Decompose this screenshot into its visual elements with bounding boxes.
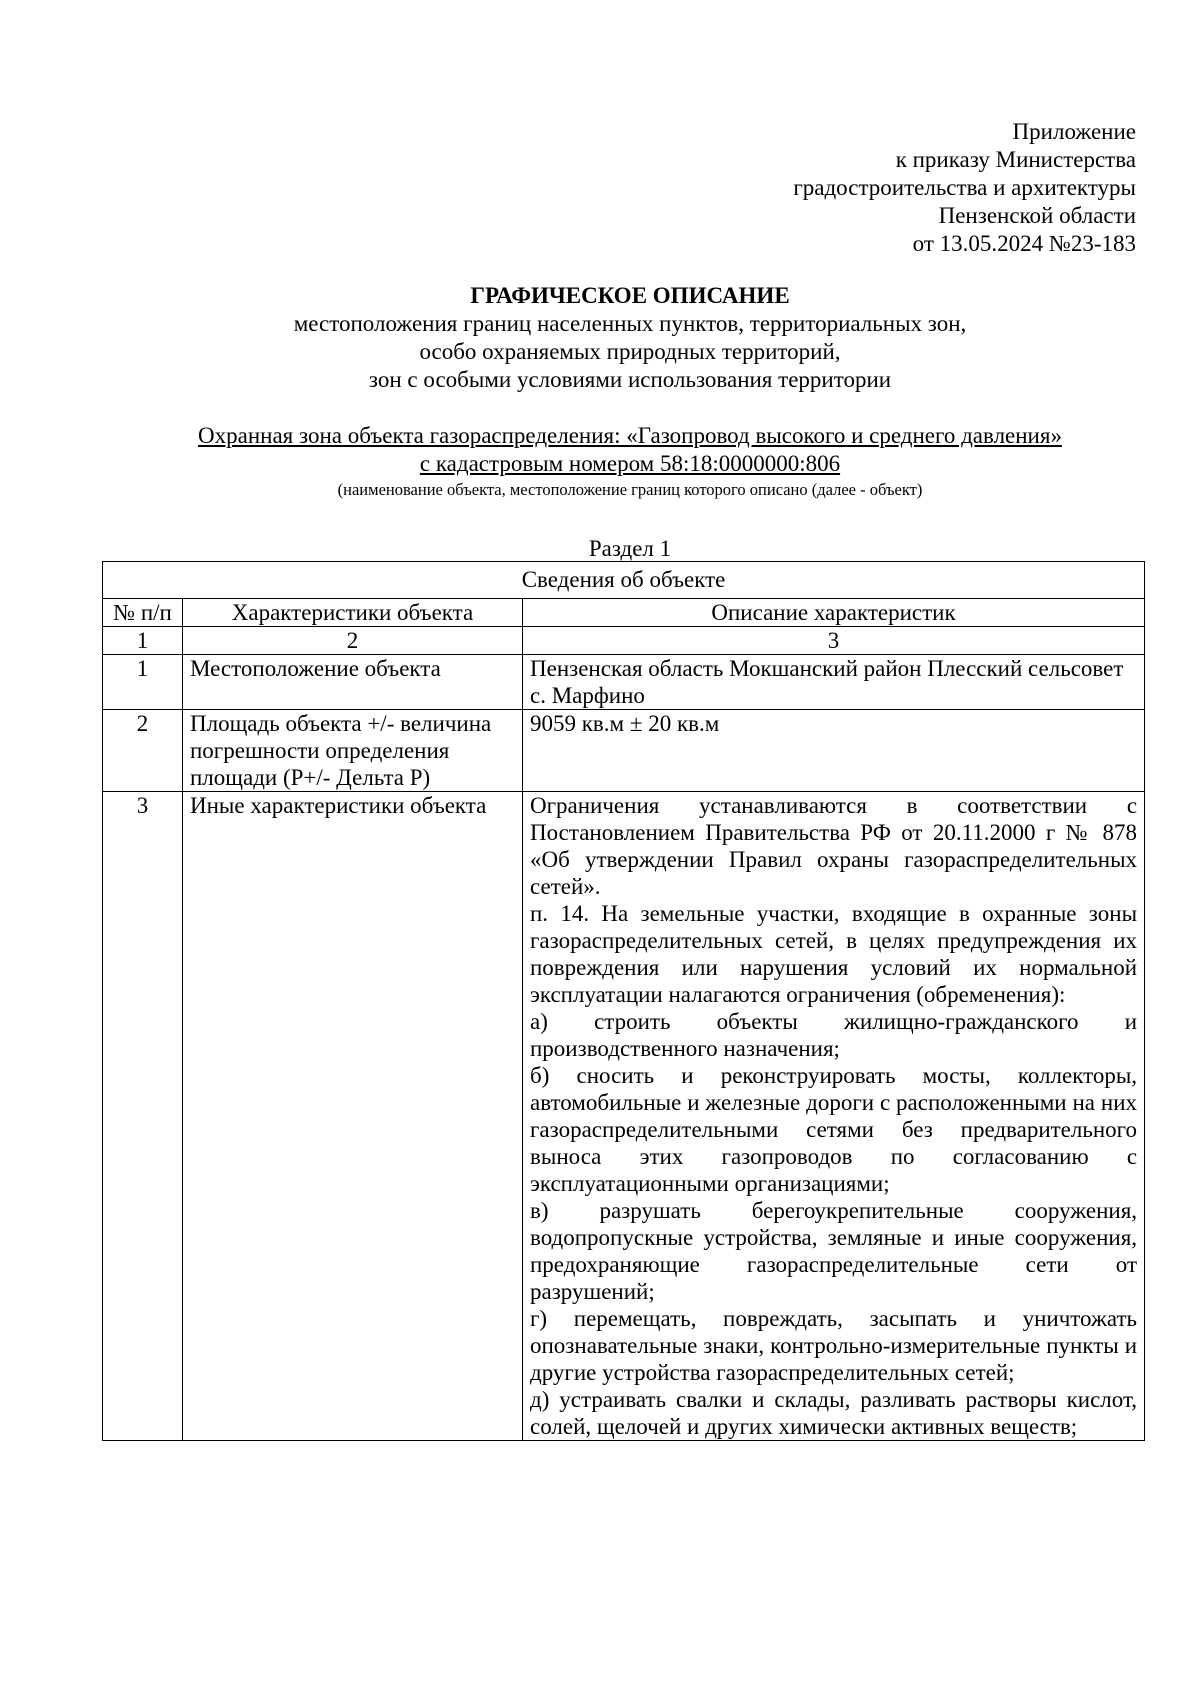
row-characteristic: Иные характеристики объекта	[183, 792, 523, 1441]
object-name-line: с кадастровым номером 58:18:0000000:806	[419, 451, 841, 476]
row-number: 1	[103, 655, 183, 710]
subtitle-line: местоположения границ населенных пунктов, территориальных зон,	[293, 311, 967, 336]
document-title: ГРАФИЧЕСКОЕ ОПИСАНИЕ	[470, 283, 790, 308]
restriction-paragraph: Ограничения устанавливаются в соответствии с Постановлением Правительства РФ от 20.11.2000 г № 878 «Об утверждении Правил охраны газораспределительных сетей».	[530, 793, 1138, 899]
object-name-block	[130, 422, 1130, 500]
table-header-row	[103, 599, 1145, 627]
column-number: 2	[183, 627, 523, 655]
object-info-table	[102, 561, 1145, 1441]
table-row	[103, 655, 1145, 710]
approval-line: Пензенской области	[938, 203, 1136, 228]
row-characteristic: Местоположение объекта	[183, 655, 523, 710]
document-subtitle	[130, 310, 1130, 394]
subtitle-line: зон с особыми условиями использования территории	[368, 367, 892, 392]
table-caption-row	[103, 562, 1145, 599]
restriction-paragraph: б) сносить и реконструировать мосты, коллекторы, автомобильные и железные дороги с расположенными на них газораспределительными сетями без предварительного выноса этих газопроводов по согласованию с эксплуатационными организациями;	[530, 1063, 1138, 1196]
row-characteristic: Площадь объекта +/- величина погрешности определения площади (P+/- Дельта P)	[183, 710, 523, 792]
row-description: 9059 кв.м ± 20 кв.м	[523, 710, 1145, 792]
row-number: 2	[103, 710, 183, 792]
header-description: Описание характеристик	[523, 599, 1145, 627]
approval-line: Приложение	[1012, 119, 1136, 144]
approval-block	[600, 118, 1136, 258]
restriction-paragraph: п. 14. На земельные участки, входящие в охранные зоны газораспределительных сетей, в целях предупреждения их повреждения или нарушения условий их нормальной эксплуатации налагаются ограничения (обременения):	[530, 901, 1138, 1007]
row-description	[523, 792, 1145, 1441]
restriction-paragraph: г) перемещать, повреждать, засыпать и уничтожать опознавательные знаки, контрольно-измерительные пункты и другие устройства газораспределительных сетей;	[530, 1306, 1138, 1385]
approval-date-line: от 13.05.2024 №23-183	[912, 231, 1136, 256]
object-name	[130, 422, 1130, 478]
row-number: 3	[103, 792, 183, 1441]
header-characteristic: Характеристики объекта	[183, 599, 523, 627]
column-number: 3	[523, 627, 1145, 655]
subtitle-line: особо охраняемых природных территорий,	[419, 339, 841, 364]
column-number: 1	[103, 627, 183, 655]
approval-line: к приказу Министерства	[895, 147, 1136, 172]
object-note: (наименование объекта, местоположение границ которого описано (далее - объект)	[337, 480, 923, 499]
document-heading	[130, 282, 1130, 394]
header-num: № п/п	[103, 599, 183, 627]
column-number-row	[103, 627, 1145, 655]
restriction-paragraph: в) разрушать берегоукрепительные сооружения, водопропускные устройства, земляные и иные сооружения, предохраняющие газораспределительные сети от разрушений;	[530, 1198, 1138, 1304]
section-label: Раздел 1	[588, 536, 672, 561]
table-row	[103, 792, 1145, 1441]
table-caption: Сведения об объекте	[103, 562, 1145, 599]
table-row	[103, 710, 1145, 792]
row-description: Пензенская область Мокшанский район Плесский сельсовет с. Марфино	[523, 655, 1145, 710]
approval-line: градостроительства и архитектуры	[793, 175, 1136, 200]
restriction-paragraph: а) строить объекты жилищно-гражданского и производственного назначения;	[530, 1009, 1138, 1061]
restriction-paragraph: д) устраивать свалки и склады, разливать растворы кислот, солей, щелочей и других химически активных веществ;	[530, 1387, 1138, 1439]
object-name-line: Охранная зона объекта газораспределения: «Газопровод высокого и среднего давления»	[198, 423, 1062, 448]
